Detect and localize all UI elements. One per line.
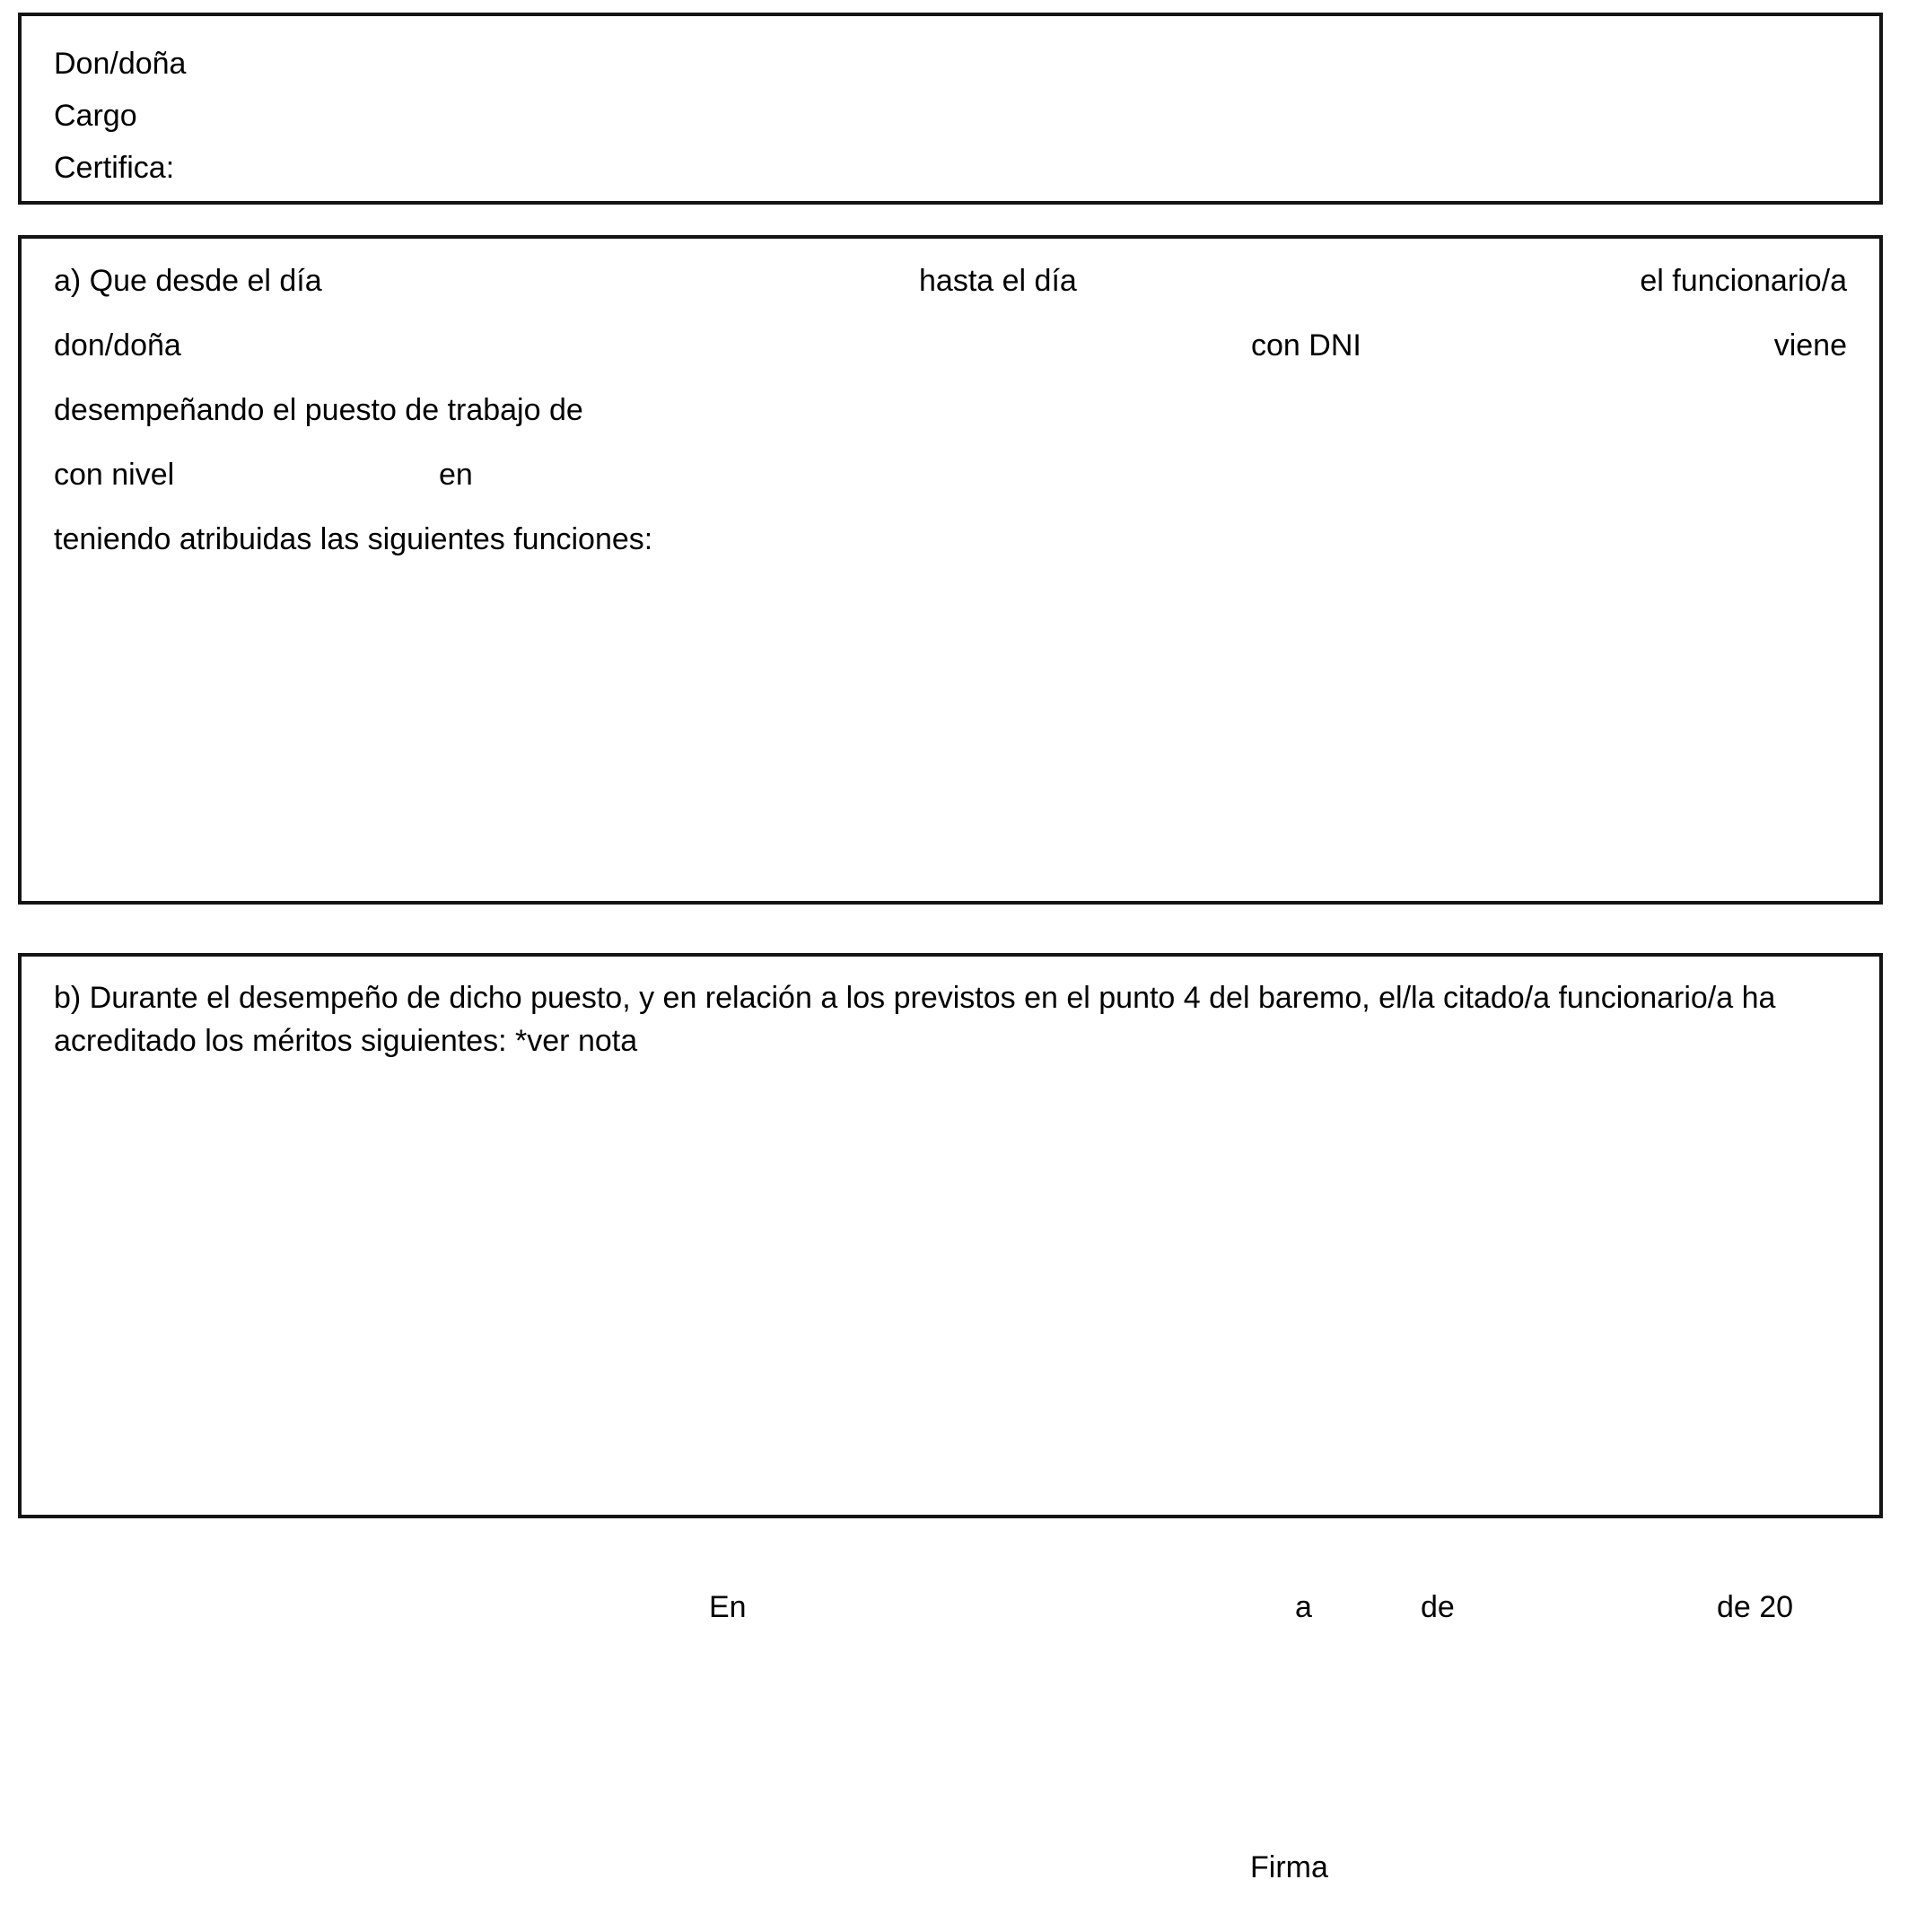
header-certifica-label: Certifica: bbox=[54, 151, 175, 185]
nivel-field[interactable] bbox=[210, 458, 425, 499]
dni-field[interactable] bbox=[1395, 328, 1754, 370]
header-box bbox=[18, 13, 1883, 205]
destino-field[interactable] bbox=[497, 458, 1834, 499]
firma-label: Firma bbox=[1250, 1850, 1328, 1884]
section-b-box bbox=[18, 953, 1883, 1518]
header-cargo-label: Cargo bbox=[54, 99, 137, 133]
fecha-desde-field[interactable] bbox=[354, 264, 892, 305]
label-con-nivel: con nivel bbox=[54, 458, 175, 492]
section-a-row-identity bbox=[22, 328, 1879, 372]
label-don-dona: don/doña bbox=[54, 328, 181, 363]
localidad-field[interactable] bbox=[781, 1590, 1274, 1631]
section-a-row-dates bbox=[22, 264, 1879, 307]
section-b-paragraph: b) Durante el desempeño de dicho puesto, y en relación a los previstos en el punto 4 del baremo, el/la citado/a funcionario/a ha acreditado los méritos siguientes: *ver nota bbox=[54, 981, 1776, 1058]
funciones-text-area[interactable] bbox=[54, 580, 1847, 883]
nombre-funcionario-field[interactable] bbox=[228, 328, 1215, 370]
label-funciones: teniendo atribuidas las siguientes funciones: bbox=[54, 522, 653, 556]
fecha-hasta-field[interactable] bbox=[1107, 264, 1592, 305]
meritos-text-area[interactable] bbox=[54, 1073, 1847, 1497]
label-en: en bbox=[439, 458, 473, 492]
puesto-trabajo-field[interactable] bbox=[596, 393, 1834, 434]
section-a-box bbox=[18, 235, 1883, 905]
section-a-row-funciones bbox=[22, 522, 1879, 565]
label-con-dni: con DNI bbox=[1251, 328, 1361, 363]
label-hasta-el-dia: hasta el día bbox=[919, 264, 1077, 298]
label-viene: viene bbox=[1773, 328, 1847, 363]
section-a-row-nivel bbox=[22, 458, 1879, 501]
label-el-funcionario: el funcionario/a bbox=[1640, 264, 1847, 298]
firma-area[interactable] bbox=[987, 1651, 1615, 1840]
label-en-localidad: En bbox=[709, 1590, 747, 1624]
label-de-20: de 20 bbox=[1717, 1590, 1794, 1624]
label-de-mes: de bbox=[1421, 1590, 1455, 1624]
anio-field[interactable] bbox=[1806, 1590, 1891, 1631]
header-don-dona-label: Don/doña bbox=[54, 47, 187, 81]
section-a-row-puesto bbox=[22, 393, 1879, 436]
label-a: a bbox=[1295, 1590, 1312, 1624]
label-que-desde-el-dia: a) Que desde el día bbox=[54, 264, 322, 298]
mes-field[interactable] bbox=[1481, 1590, 1701, 1631]
label-desempenando-puesto: desempeñando el puesto de trabajo de bbox=[54, 393, 583, 427]
dia-field[interactable] bbox=[1328, 1590, 1405, 1631]
